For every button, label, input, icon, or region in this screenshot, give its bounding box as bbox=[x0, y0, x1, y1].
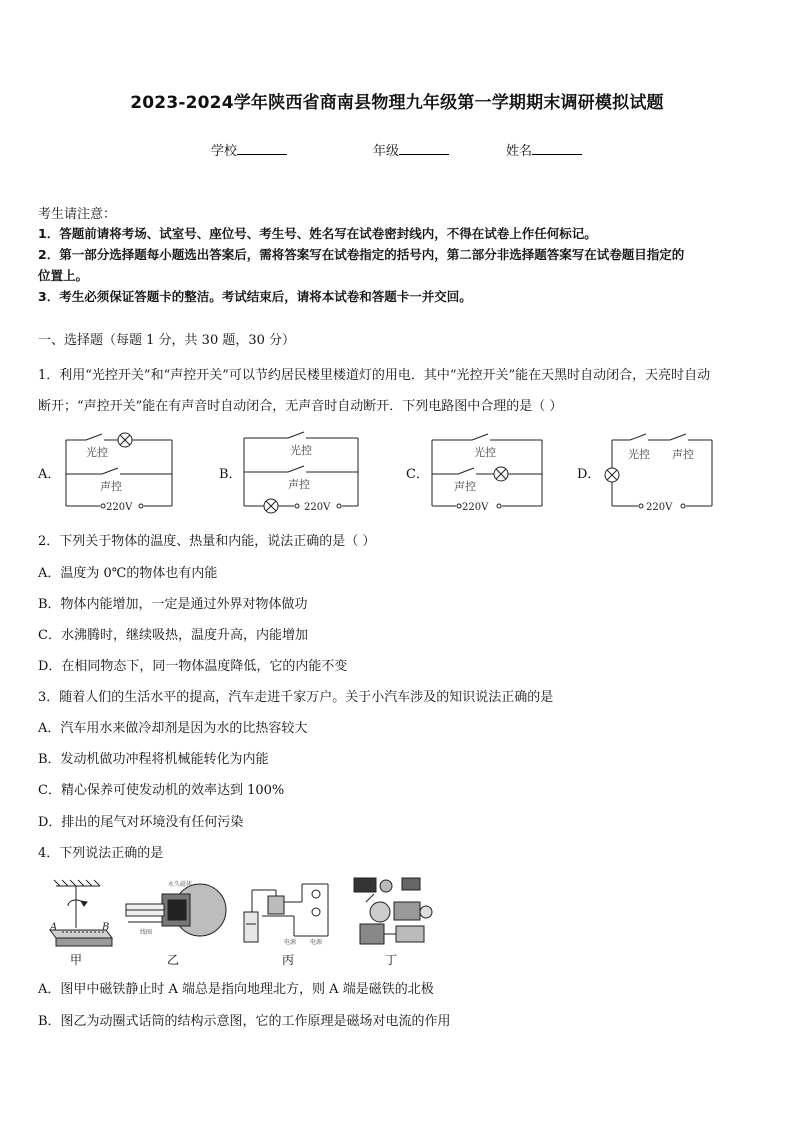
q1-a-light-label: 光控 bbox=[86, 446, 108, 459]
svg-text:电源: 电源 bbox=[310, 939, 323, 946]
grade-field[interactable] bbox=[373, 140, 449, 159]
grade-blank[interactable] bbox=[399, 142, 449, 155]
q1-a-sound-label: 声控 bbox=[100, 480, 122, 493]
notice-item-1: 1．答题前请将考场、试室号、座位号、考生号、姓名写在试卷密封线内，不得在试卷上作任何标记。 bbox=[38, 226, 597, 241]
q4-figure-yi bbox=[122, 876, 234, 952]
q4-figure-label-bing: 丙 bbox=[282, 953, 295, 967]
name-field[interactable] bbox=[506, 140, 582, 159]
q1-circuit-c bbox=[428, 430, 548, 516]
grade-label: 年级 bbox=[373, 144, 400, 159]
svg-text:电源: 电源 bbox=[284, 939, 297, 946]
q1-circuit-b bbox=[240, 430, 365, 516]
q3-stem: 3．随着人们的生活水平的提高，汽车走进千家万户。关于小汽车涉及的知识说法正确的是 bbox=[38, 690, 554, 705]
notice-item-2-cont: 位置上。 bbox=[38, 268, 89, 283]
q1-b-voltage: 220V bbox=[304, 502, 331, 513]
q4-figure-bing bbox=[238, 872, 338, 948]
section-heading: 一、选择题（每题 1 分，共 30 题，30 分） bbox=[38, 333, 296, 348]
q1-option-c-label[interactable]: C． bbox=[406, 467, 429, 482]
school-field[interactable] bbox=[211, 140, 287, 159]
q1-c-voltage: 220V bbox=[462, 502, 489, 513]
q4-option-b[interactable]: B．图乙为动圈式话筒的结构示意图，它的工作原理是磁场对电流的作用 bbox=[38, 1014, 451, 1029]
name-blank[interactable] bbox=[532, 142, 582, 155]
q4-magnet-a: A bbox=[50, 922, 58, 933]
q4-figure-label-ding: 丁 bbox=[385, 953, 398, 967]
q1-c-sound-label: 声控 bbox=[454, 480, 476, 493]
q1-option-d-label[interactable]: D． bbox=[577, 467, 601, 482]
name-label: 姓名 bbox=[506, 144, 533, 159]
notice-item-2: 2．第一部分选择题每小题选出答案后，需将答案写在试卷指定的括号内，第二部分非选择题答案写在试卷题目指定的 bbox=[38, 247, 685, 262]
notice-item-3: 3．考生必须保证答题卡的整洁。考试结束后，请将本试卷和答题卡一并交回。 bbox=[38, 289, 472, 304]
q1-stem-line2: 断开；“声控开关”能在有声音时自动闭合，无声音时自动断开．下列电路图中合理的是（ ） bbox=[38, 399, 563, 414]
q1-d-sound-label: 声控 bbox=[672, 448, 694, 461]
q1-a-voltage: 220V bbox=[106, 502, 133, 513]
q4-figure-ding bbox=[350, 872, 440, 952]
q2-option-c[interactable]: C．水沸腾时，继续吸热，温度升高，内能增加 bbox=[38, 628, 308, 643]
q2-option-a[interactable]: A．温度为 0℃的物体也有内能 bbox=[38, 566, 218, 581]
q2-stem: 2．下列关于物体的温度、热量和内能，说法正确的是（ ） bbox=[38, 534, 376, 549]
q1-d-light-label: 光控 bbox=[628, 448, 650, 461]
q3-option-a[interactable]: A．汽车用水来做冷却剂是因为水的比热容较大 bbox=[38, 721, 308, 736]
q1-option-b-label[interactable]: B． bbox=[219, 467, 242, 482]
notice-heading: 考生请注意： bbox=[38, 207, 117, 222]
q1-option-a-label[interactable]: A． bbox=[38, 467, 61, 482]
q4-figure-label-jia: 甲 bbox=[70, 953, 83, 967]
q2-option-d[interactable]: D．在相同物态下，同一物体温度降低，它的内能不变 bbox=[38, 659, 348, 674]
q3-option-c[interactable]: C．精心保养可使发动机的效率达到 100% bbox=[38, 783, 285, 798]
q1-b-sound-label: 声控 bbox=[288, 478, 310, 491]
page-title: 2023-2024学年陕西省商南县物理九年级第一学期期末调研模拟试题 bbox=[130, 93, 664, 113]
q1-circuit-d bbox=[600, 428, 720, 516]
q1-stem-line1: 1．利用“光控开关”和“声控开关”可以节约居民楼里楼道灯的用电．其中“光控开关”能在天黑时自动闭合，天亮时自动 bbox=[38, 368, 711, 383]
q1-b-light-label: 光控 bbox=[290, 444, 312, 457]
q3-option-b[interactable]: B．发动机做功冲程将机械能转化为内能 bbox=[38, 752, 269, 767]
q4-figure-label-yi: 乙 bbox=[167, 953, 180, 967]
q4-magnet-b: B bbox=[102, 922, 110, 933]
svg-text:线圈: 线圈 bbox=[140, 929, 153, 936]
school-blank[interactable] bbox=[237, 142, 287, 155]
q3-option-d[interactable]: D．排出的尾气对环境没有任何污染 bbox=[38, 815, 244, 830]
q4-option-a[interactable]: A．图甲中磁铁静止时 A 端总是指向地理北方，则 A 端是磁铁的北极 bbox=[38, 982, 434, 997]
q1-circuit-a bbox=[62, 430, 177, 516]
q4-stem: 4．下列说法正确的是 bbox=[38, 846, 164, 861]
school-label: 学校 bbox=[211, 144, 238, 159]
svg-text:永久磁体: 永久磁体 bbox=[168, 881, 193, 888]
q1-c-light-label: 光控 bbox=[474, 446, 496, 459]
q1-d-voltage: 220V bbox=[646, 502, 673, 513]
q2-option-b[interactable]: B．物体内能增加，一定是通过外界对物体做功 bbox=[38, 597, 308, 612]
